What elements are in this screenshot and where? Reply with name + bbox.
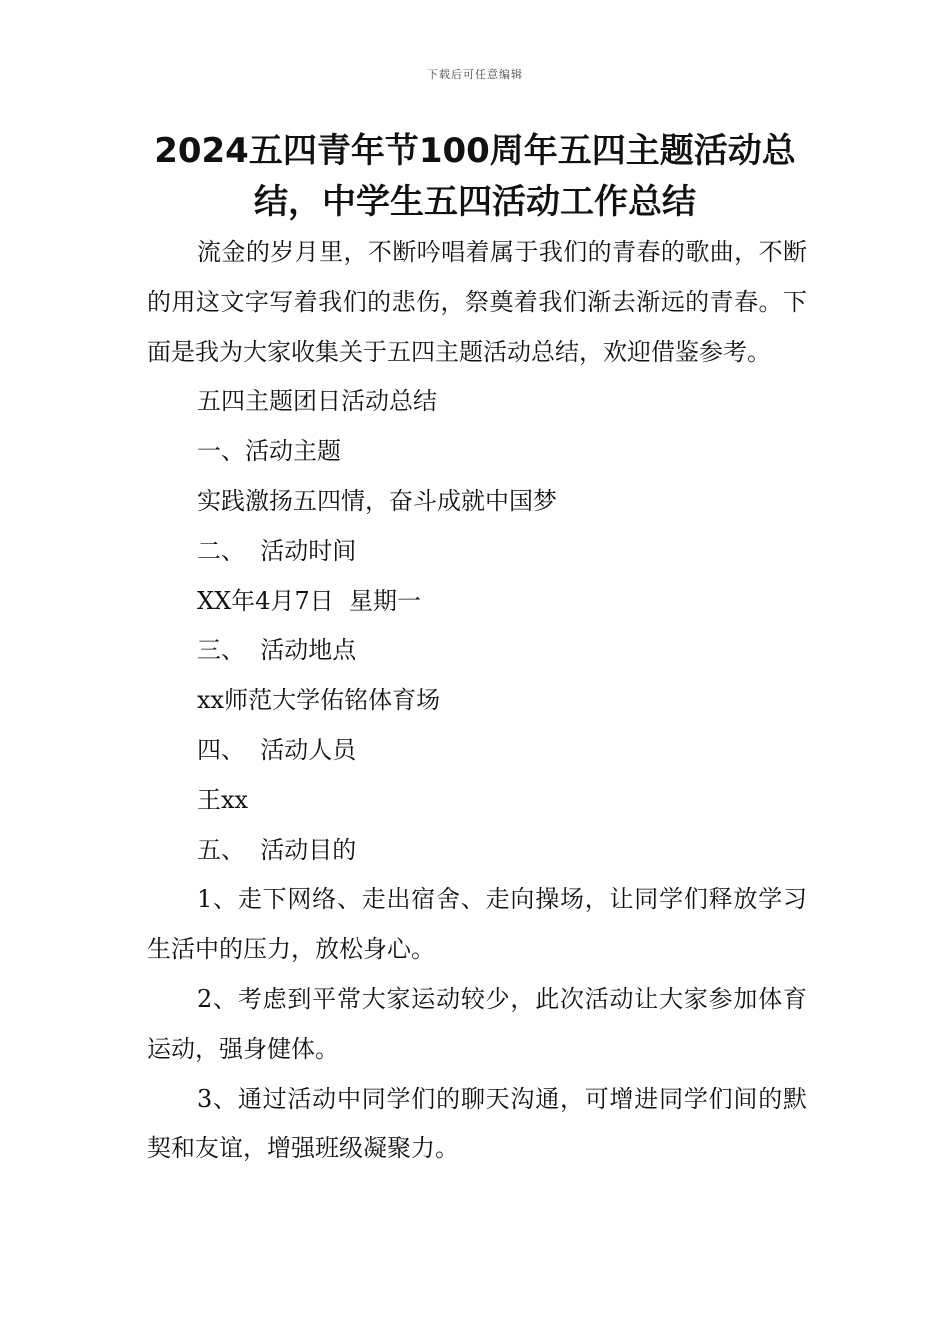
heading-purpose: 五、 活动目的 — [197, 835, 357, 864]
heading-time: 二、 活动时间 — [197, 536, 357, 565]
time-text: XX年4月7日 星期一 — [197, 586, 421, 615]
heading-people: 四、 活动人员 — [197, 735, 357, 764]
purpose-item-3: 3、通过活动中同学们的聊天沟通，可增进同学们间的默契和友谊，增强班级凝聚力。 — [147, 1084, 807, 1163]
title-line-2: 结，中学生五四活动工作总结 — [254, 182, 696, 222]
heading-theme: 一、活动主题 — [197, 437, 341, 466]
theme-text: 实践激扬五四情，奋斗成就中国梦 — [197, 486, 557, 515]
purpose-item-1: 1、走下网络、走出宿舍、走向操场，让同学们释放学习生活中的压力，放松身心。 — [147, 885, 807, 964]
section-title: 五四主题团日活动总结 — [197, 387, 437, 416]
title-line-1: 2024五四青年节100周年五四主题活动总 — [154, 131, 796, 171]
document-title — [145, 126, 805, 228]
intro-paragraph: 流金的岁月里，不断吟唱着属于我们的青春的歌曲，不断的用这文字写着我们的悲伤，祭奠着我们渐去渐远的青春。下面是我为大家收集关于五四主题活动总结，欢迎借鉴参考。 — [147, 238, 807, 366]
header-note: 下载后可任意编辑 — [427, 68, 523, 81]
heading-place: 三、 活动地点 — [197, 636, 357, 665]
purpose-item-2: 2、考虑到平常大家运动较少，此次活动让大家参加体育运动，强身健体。 — [147, 984, 807, 1063]
place-text: xx师范大学佑铭体育场 — [197, 686, 441, 715]
document-body — [147, 228, 807, 1174]
people-text: 王xx — [197, 785, 249, 814]
